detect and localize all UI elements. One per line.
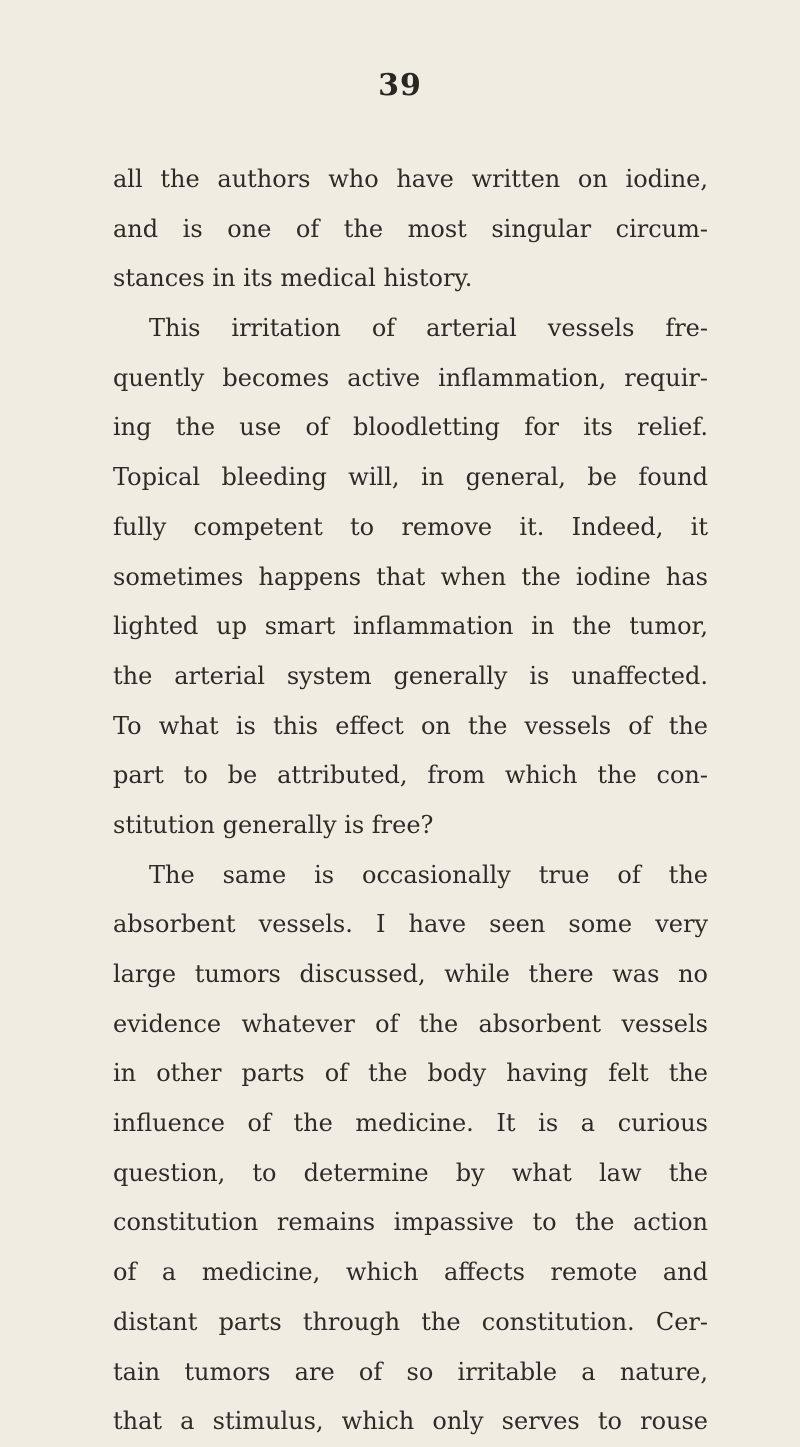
text-line: fully competent to remove it. Indeed, it: [113, 512, 708, 541]
text-line: The same is occasionally true of the: [149, 860, 708, 889]
text-line: distant parts through the constitution. Cer-: [113, 1307, 708, 1336]
text-line: and is one of the most singular circum-: [113, 214, 708, 243]
text-line: the arterial system generally is unaffected.: [113, 661, 708, 690]
text-line: stitution generally is free?: [113, 810, 434, 839]
text-line: in other parts of the body having felt the: [113, 1059, 708, 1088]
body-text: [113, 155, 708, 1447]
text-line: influence of the medicine. It is a curious: [113, 1109, 708, 1138]
page-number: 39: [378, 68, 422, 103]
text-line: lighted up smart inflammation in the tumor,: [113, 612, 708, 641]
text-line: tain tumors are of so irritable a nature,: [113, 1357, 708, 1386]
text-line: question, to determine by what law the: [113, 1158, 708, 1187]
text-line: sometimes happens that when the iodine has: [113, 562, 708, 591]
text-line: quently becomes active inflammation, requir-: [113, 363, 708, 392]
text-line: of a medicine, which affects remote and: [113, 1258, 708, 1287]
text-line: that a stimulus, which only serves to rouse: [113, 1407, 708, 1436]
text-line: ing the use of bloodletting for its relief.: [113, 413, 708, 442]
text-line: This irritation of arterial vessels fre-: [149, 314, 708, 343]
text-line: part to be attributed, from which the con-: [113, 761, 708, 790]
text-line: To what is this effect on the vessels of the: [113, 711, 708, 740]
text-line: constitution remains impassive to the action: [113, 1208, 708, 1237]
text-line: Topical bleeding will, in general, be found: [113, 463, 708, 492]
text-line: evidence whatever of the absorbent vessels: [113, 1009, 708, 1038]
text-line: large tumors discussed, while there was no: [113, 960, 708, 988]
text-line: stances in its medical history.: [113, 264, 473, 293]
text-line: all the authors who have written on iodine,: [113, 165, 708, 193]
text-line: absorbent vessels. I have seen some very: [113, 910, 708, 939]
